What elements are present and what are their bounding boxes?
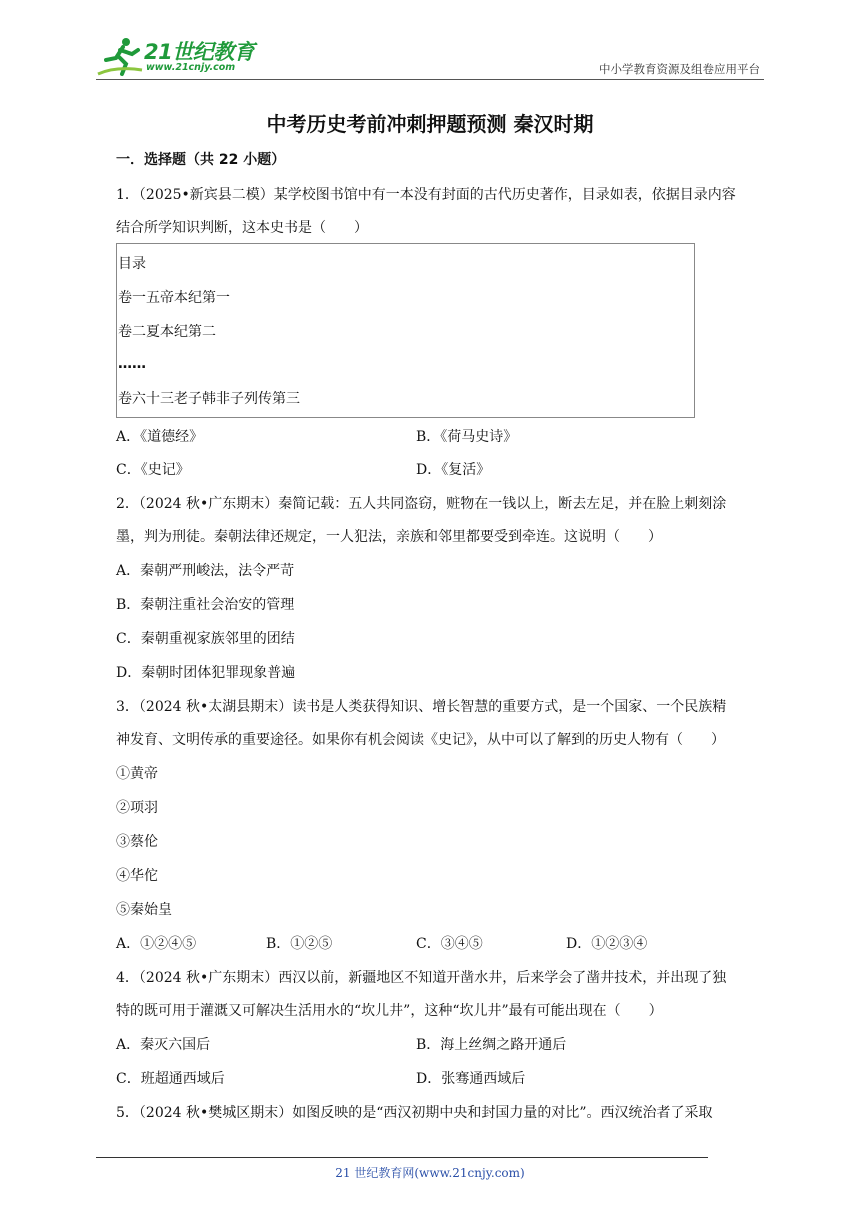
q3-option-b[interactable]: B．①②⑤	[266, 936, 333, 952]
q1-option-a[interactable]: A．《道德经》	[116, 429, 204, 445]
q1-option-b[interactable]: B．《荷马史诗》	[416, 429, 518, 445]
q3-item: ⑤秦始皇	[116, 902, 172, 918]
q3-item: ②项羽	[116, 800, 158, 816]
q3-item: ④华佗	[116, 868, 158, 884]
q3-stem-line2: 神发育、文明传承的重要途径。如果你有机会阅读《史记》，从中可以了解到的历史人物有（ ）	[116, 732, 725, 748]
page-footer[interactable]: 21 世纪教育网(www.21cnjy.com)	[335, 1166, 525, 1180]
q4-option-d[interactable]: D．张骞通西域后	[416, 1071, 526, 1087]
q4-option-c[interactable]: C．班超通西域后	[116, 1071, 225, 1087]
q3-option-d[interactable]: D．①②③④	[566, 936, 648, 952]
q4-stem-line1: 4．（2024 秋•广东期末）西汉以前，新疆地区不知道开凿水井，后来学会了凿井技术，并出现了独	[116, 970, 727, 986]
q1-toc-item: 目录	[118, 256, 146, 272]
logo-url: www.21cnjy.com	[146, 62, 236, 73]
logo-text: 21世纪教育	[144, 40, 255, 64]
q2-option-d[interactable]: D．秦朝时团体犯罪现象普遍	[116, 665, 296, 681]
q2-stem-line2: 墨，判为刑徒。秦朝法律还规定，一人犯法，亲族和邻里都要受到牵连。这说明（ ）	[116, 529, 662, 545]
logo	[96, 34, 266, 78]
q1-toc-item: ……	[118, 356, 146, 372]
q3-option-c[interactable]: C．③④⑤	[416, 936, 483, 952]
platform-name: 中小学教育资源及组卷应用平台	[599, 62, 760, 76]
q3-stem-line1: 3．（2024 秋•太湖县期末）读书是人类获得知识、增长智慧的重要方式，是一个国家、一个民族精	[116, 699, 727, 715]
q3-option-a[interactable]: A．①②④⑤	[116, 936, 197, 952]
q1-toc-item: 卷二夏本纪第二	[118, 324, 216, 340]
section-heading: 一．选择题（共 22 小题）	[116, 152, 286, 168]
q1-toc-item: 卷一五帝本纪第一	[118, 290, 230, 306]
footer-divider	[96, 1157, 708, 1158]
page-header	[96, 34, 764, 80]
q3-item: ③蔡伦	[116, 834, 158, 850]
q2-stem-line1: 2．（2024 秋•广东期末）秦简记载：五人共同盗窃，赃物在一钱以上，断去左足，并在脸上刺刻涂	[116, 496, 727, 512]
q1-toc-item: 卷六十三老子韩非子列传第三	[118, 391, 300, 407]
q3-item: ①黄帝	[116, 766, 158, 782]
q2-option-b[interactable]: B．秦朝注重社会治安的管理	[116, 597, 295, 613]
page-title: 中考历史考前冲刺押题预测 秦汉时期	[266, 112, 594, 136]
q2-option-c[interactable]: C．秦朝重视家族邻里的团结	[116, 631, 295, 647]
q2-option-a[interactable]: A．秦朝严刑峻法，法令严苛	[116, 563, 295, 579]
q1-stem-line1: 1．（2025•新宾县二模）某学校图书馆中有一本没有封面的古代历史著作，目录如表，依据目录内容	[116, 187, 736, 203]
q4-option-a[interactable]: A．秦灭六国后	[116, 1037, 211, 1053]
q1-option-c[interactable]: C．《史记》	[116, 462, 190, 478]
runner-logo-icon	[96, 34, 148, 78]
q4-option-b[interactable]: B．海上丝绸之路开通后	[416, 1037, 567, 1053]
q1-option-d[interactable]: D．《复活》	[416, 462, 491, 478]
q1-stem-line2: 结合所学知识判断，这本史书是（ ）	[116, 220, 368, 236]
q5-stem-line1: 5．（2024 秋•樊城区期末）如图反映的是“西汉初期中央和封国力量的对比”。西汉统治者了采取	[116, 1105, 713, 1121]
q4-stem-line2: 特的既可用于灌溉又可解决生活用水的“坎儿井”，这种“坎儿井”最有可能出现在（ ）	[116, 1003, 663, 1019]
